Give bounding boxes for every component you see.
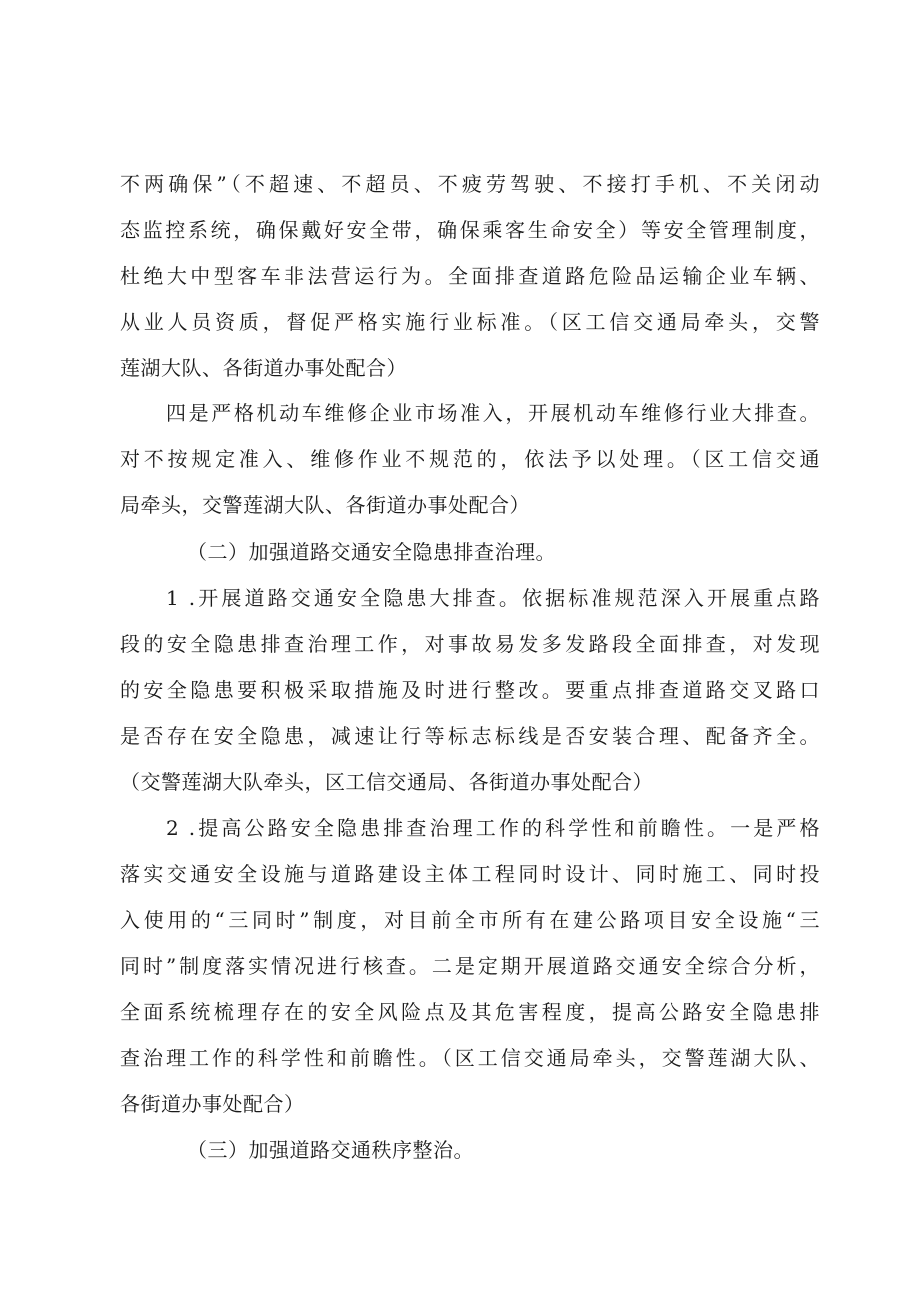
section-heading: （三）加强道路交通秩序整治。 xyxy=(187,1138,474,1162)
paragraph-line: 莲湖大队、各街道办事处配合） xyxy=(120,356,407,380)
paragraph-line: 局牵头，交警莲湖大队、各街道办事处配合） xyxy=(120,493,530,517)
paragraph-line: （交警莲湖大队牵头，区工信交通局、各街道办事处配合） xyxy=(120,770,653,794)
paragraph-line: 2 .提高公路安全隐患排查治理工作的科学性和前瞻性。一是严格 xyxy=(166,816,820,840)
paragraph-line: 全面系统梳理存在的安全风险点及其危害程度，提高公路安全隐患排 xyxy=(120,1000,820,1024)
paragraph-line: 1 .开展道路交通安全隐患大排查。依据标准规范深入开展重点路 xyxy=(166,586,820,610)
paragraph-line: 的安全隐患要积极采取措施及时进行整改。要重点排查道路交叉路口 xyxy=(120,678,820,702)
paragraph-line: 查治理工作的科学性和前瞻性。（区工信交通局牵头，交警莲湖大队、 xyxy=(120,1046,820,1070)
paragraph-line: 段的安全隐患排查治理工作，对事故易发多发路段全面排查，对发现 xyxy=(120,632,820,656)
paragraph-line: 四是严格机动车维修企业市场准入，开展机动车维修行业大排查。 xyxy=(166,401,820,425)
paragraph-line: 从业人员资质，督促严格实施行业标准。（区工信交通局牵头，交警 xyxy=(120,310,820,334)
paragraph-line: 态监控系统，确保戴好安全带，确保乘客生命安全）等安全管理制度， xyxy=(120,218,820,242)
paragraph-line: 是否存在安全隐患，减速让行等标志标线是否安装合理、配备齐全。 xyxy=(120,724,820,748)
paragraph-line: 同时”制度落实情况进行核查。二是定期开展道路交通安全综合分析， xyxy=(120,954,820,978)
paragraph-line: 落实交通安全设施与道路建设主体工程同时设计、同时施工、同时投 xyxy=(120,862,820,886)
paragraph-line: 对不按规定准入、维修作业不规范的，依法予以处理。（区工信交通 xyxy=(120,447,820,471)
paragraph-line: 杜绝大中型客车非法营运行为。全面排查道路危险品运输企业车辆、 xyxy=(120,264,820,288)
paragraph-line: 各街道办事处配合） xyxy=(120,1092,305,1116)
section-heading: （二）加强道路交通安全隐患排查治理。 xyxy=(187,540,556,564)
paragraph-line: 不两确保”（不超速、不超员、不疲劳驾驶、不接打手机、不关闭动 xyxy=(120,172,820,196)
paragraph-line: 入使用的“三同时”制度，对目前全市所有在建公路项目安全设施“三 xyxy=(120,908,820,932)
